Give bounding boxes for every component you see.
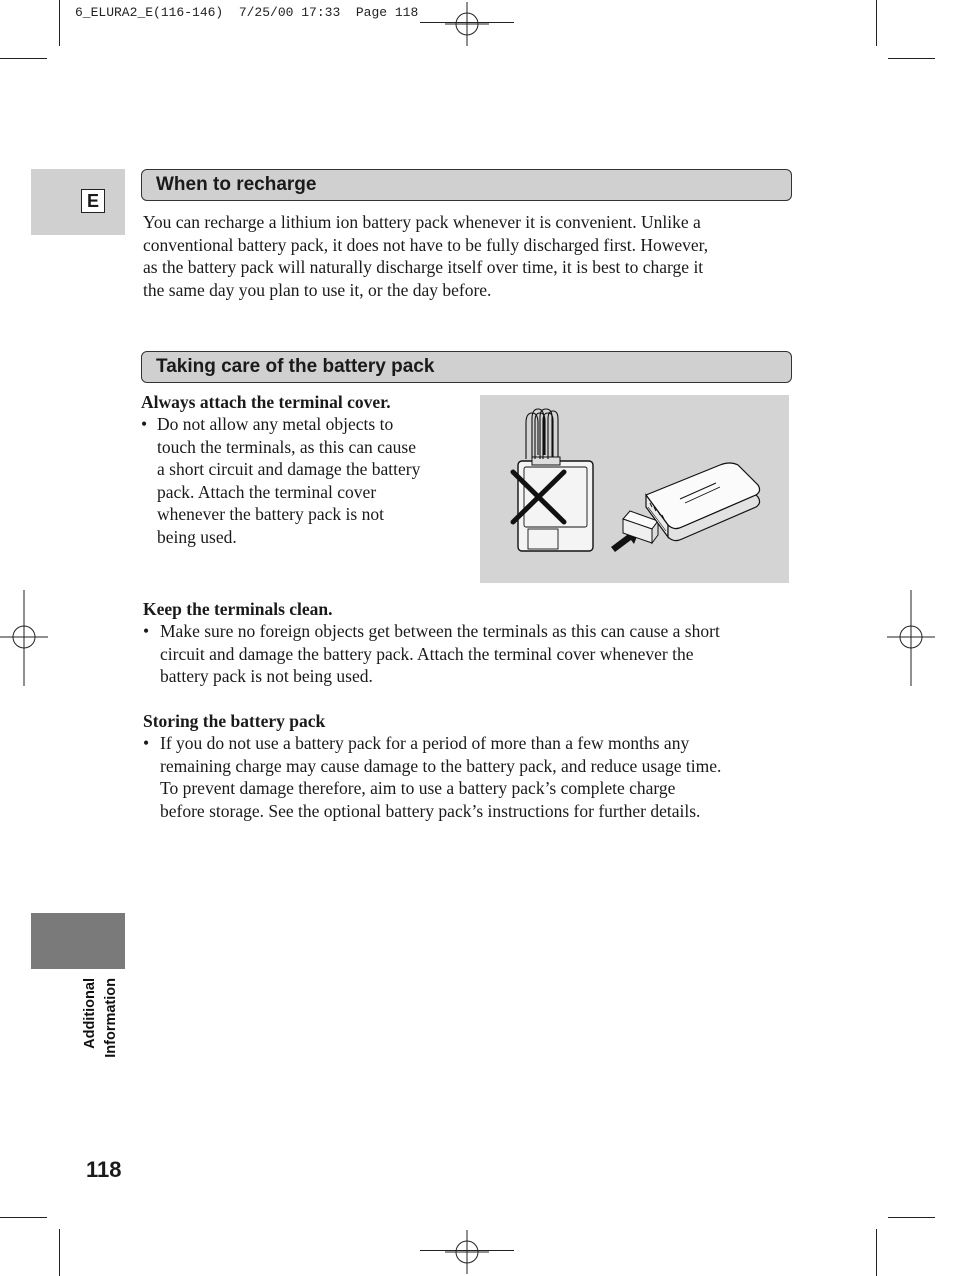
page-number: 118 bbox=[86, 1157, 122, 1182]
subheading-terminals-clean: Keep the terminals clean. bbox=[143, 599, 333, 619]
print-header: 6_ELURA2_E(116-146) 7/25/00 17:33 Page 118 bbox=[75, 5, 419, 20]
registration-mark-left bbox=[0, 590, 48, 686]
registration-mark-right bbox=[887, 590, 935, 686]
chapter-label-line: Additional bbox=[82, 978, 98, 1049]
storing-battery-block bbox=[143, 710, 803, 822]
chapter-label bbox=[80, 978, 130, 1078]
section-heading-when-to-recharge bbox=[141, 169, 792, 201]
bullet-symbol: • bbox=[141, 414, 148, 434]
terminals-clean-block bbox=[143, 598, 803, 688]
bullet-text: If you do not use a battery pack for a period of more than a few months any remaining charge may cause damage to the battery pack, and reduce usage time. To prevent damage therefore, aim to use a battery pack’s complete charge before storage. See the optional battery pack’s instructions for further details. bbox=[160, 733, 722, 821]
section-heading-text: Taking care of the battery pack bbox=[156, 356, 435, 377]
battery-with-cover-icon bbox=[646, 463, 760, 541]
language-tab-letter: E bbox=[81, 189, 105, 213]
terminal-cover-block bbox=[141, 391, 471, 548]
bullet-text: Do not allow any metal objects to touch the terminals, as this can cause a short circuit and damage the battery pack. Attach the terminal cover whenever the battery pack is not being used. bbox=[157, 414, 421, 547]
recharge-paragraph bbox=[143, 211, 793, 301]
paragraph-line: conventional battery pack, it does not have to be fully discharged first. However, bbox=[143, 234, 709, 255]
paper-clips-icon bbox=[526, 409, 558, 459]
chapter-label-line: Information bbox=[103, 978, 119, 1058]
bullet-symbol: • bbox=[143, 621, 150, 641]
section-heading-text: When to recharge bbox=[156, 174, 317, 195]
section-heading-battery-care bbox=[141, 351, 792, 383]
bullet-item bbox=[143, 620, 803, 688]
registration-mark-top bbox=[445, 2, 489, 46]
bullet-text: Make sure no foreign objects get between the terminals as this can cause a short circuit and damage the battery pack. Attach the terminal cover whenever the battery pack is not being used. bbox=[160, 621, 720, 686]
subheading-storing-battery: Storing the battery pack bbox=[143, 711, 326, 731]
paragraph-line: as the battery pack will naturally discharge itself over time, it is best to charge it bbox=[143, 257, 704, 277]
paragraph-line: the same day you plan to use it, or the day before. bbox=[143, 279, 492, 300]
battery-illustration bbox=[480, 395, 789, 583]
registration-mark-bottom bbox=[445, 1230, 489, 1274]
bullet-symbol: • bbox=[143, 733, 150, 753]
language-tab bbox=[31, 169, 125, 235]
chapter-tab bbox=[31, 913, 125, 969]
subheading-terminal-cover: Always attach the terminal cover. bbox=[141, 392, 391, 412]
bullet-item bbox=[141, 413, 471, 548]
paragraph-line: You can recharge a lithium ion battery pack whenever it is convenient. Unlike a bbox=[143, 212, 701, 232]
bullet-item bbox=[143, 732, 803, 822]
